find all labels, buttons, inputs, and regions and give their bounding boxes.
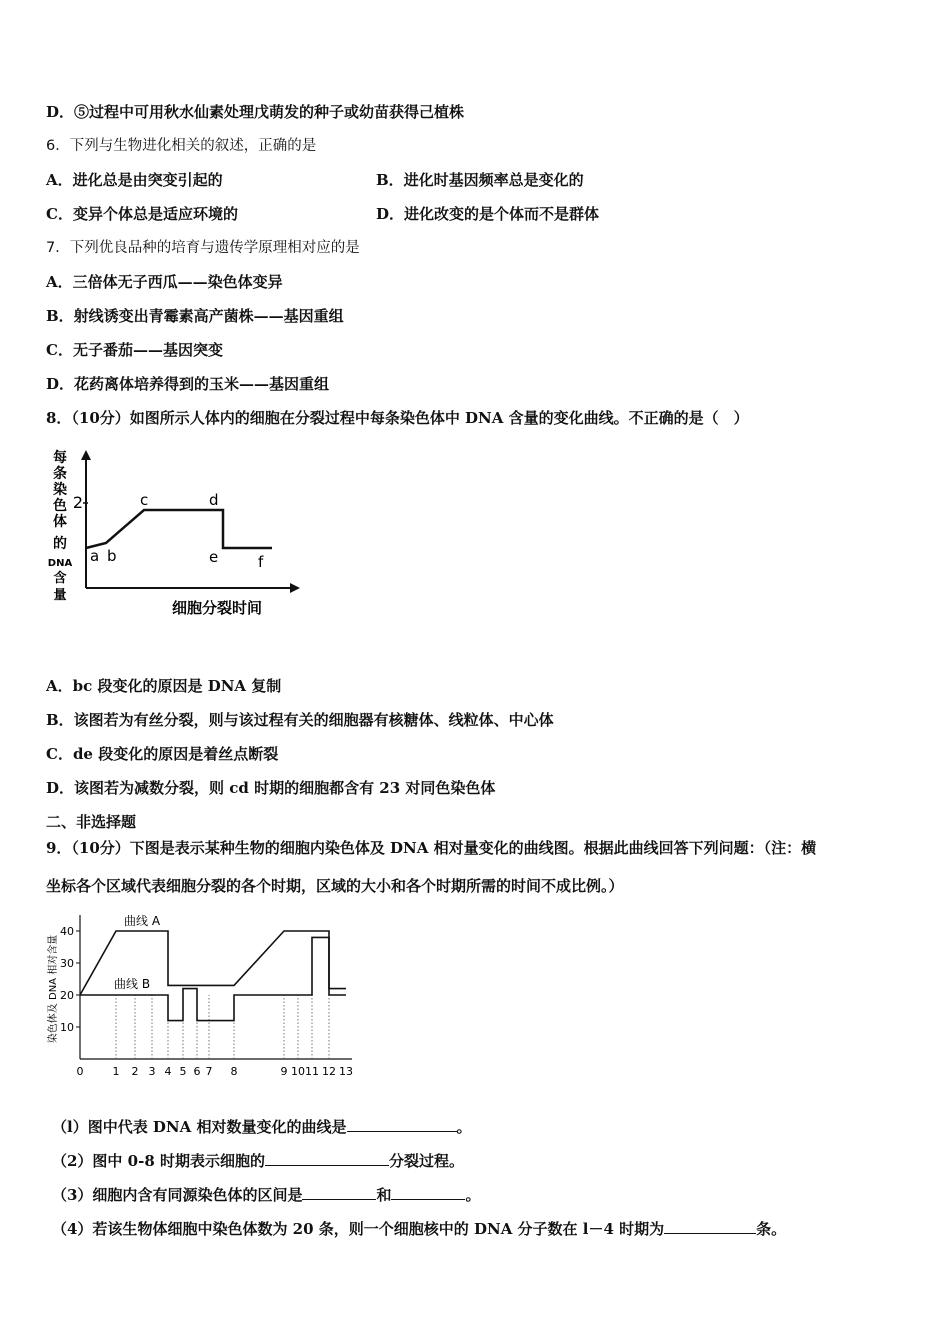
fig1-ylabel xyxy=(48,449,73,603)
q6-option-d: D．进化改变的是个体而不是群体 xyxy=(376,205,600,223)
q7-option-c: C．无子番茄——基因突变 xyxy=(46,341,223,359)
chart2-xtick-label: 12 xyxy=(322,1065,336,1078)
fig1-ylabel-char: 色 xyxy=(53,498,67,514)
q9-sub3-blank-1[interactable] xyxy=(302,1184,376,1200)
q9-sub1 xyxy=(52,1116,472,1137)
question-7-stem: 7．下列优良品种的培育与遗传学原理相对应的是 xyxy=(46,240,360,256)
q9-sub3-and: 和 xyxy=(376,1186,392,1204)
chromosome-dna-chart xyxy=(44,908,364,1086)
chart2-xtick-label: 6 xyxy=(193,1065,201,1078)
fig1-curve xyxy=(86,510,272,548)
section-2-heading: 二、非选择题 xyxy=(46,813,137,831)
fig1-ylabel-char: 量 xyxy=(53,588,67,603)
fig1-point-f: f xyxy=(258,553,264,571)
question-8-stem: 8．（10分）如图所示人体内的细胞在分裂过程中每条染色体中 DNA 含量的变化曲线。不正确的是（ ） xyxy=(46,409,749,427)
chart2-xtick-label: 9 xyxy=(280,1065,288,1078)
chart2-ytick-label: 40 xyxy=(60,925,74,938)
chart2-ylabel: 染色体及 DNA 相对含量 xyxy=(48,934,59,1044)
fig1-x-arrow xyxy=(290,583,300,593)
chart2-xtick-label: 5 xyxy=(179,1065,187,1078)
q8-option-c: C．de 段变化的原因是着丝点断裂 xyxy=(46,745,279,763)
chart2-xtick-label: 3 xyxy=(148,1065,156,1078)
chart2-xtick-label: 10 xyxy=(291,1065,305,1078)
fig1-point-a: a xyxy=(90,547,100,565)
fig1-ylabel-char: 条 xyxy=(53,466,67,482)
q9-sub4-text: （4）若该生物体细胞中染色体数为 20 条，则一个细胞核中的 DNA 分子数在 l－4 时期为 xyxy=(52,1220,665,1238)
q9-sub2-text: （2）图中 0-8 时期表示细胞的 xyxy=(52,1152,265,1170)
fig1-point-e: e xyxy=(209,548,219,566)
q7-option-b: B．射线诱变出青霉素高产菌株——基因重组 xyxy=(46,307,344,325)
curve-b-label: 曲线 B xyxy=(114,977,151,991)
chart2-xtick-label: 7 xyxy=(205,1065,213,1078)
q9-sub2 xyxy=(52,1150,464,1171)
q6-option-a: A．进化总是由突变引起的 xyxy=(46,171,223,189)
chart2-xtick-label: 2 xyxy=(131,1065,139,1078)
fig1-point-c: c xyxy=(140,491,149,509)
chart2-ytick-label: 20 xyxy=(60,989,74,1002)
q9-sub1-text: （l）图中代表 DNA 相对数量变化的曲线是 xyxy=(52,1118,347,1136)
q8-option-d: D．该图若为减数分裂，则 cd 时期的细胞都含有 23 对同色染色体 xyxy=(46,779,496,797)
q7-option-a: A．三倍体无子西瓜——染色体变异 xyxy=(46,273,283,291)
fig1-ylabel-char: 每 xyxy=(53,450,67,466)
q7-option-d: D．花药离体培养得到的玉米——基因重组 xyxy=(46,375,330,393)
fig1-point-b: b xyxy=(107,547,117,565)
fig1-ytick-2: 2 xyxy=(72,493,84,512)
fig1-point-d: d xyxy=(209,491,219,509)
q9-sub1-end: 。 xyxy=(456,1118,472,1136)
fig1-ylabel-char: 染 xyxy=(53,482,67,498)
q8-option-b: B．该图若为有丝分裂，则与该过程有关的细胞器有核糖体、线粒体、中心体 xyxy=(46,711,554,729)
question-6-stem: 6．下列与生物进化相关的叙述，正确的是 xyxy=(46,138,317,154)
q9-sub3-end: 。 xyxy=(465,1186,481,1204)
q5-option-d: D．⑤过程中可用秋水仙素处理戊萌发的种子或幼苗获得己植株 xyxy=(46,103,465,121)
fig1-ylabel-char: DNA xyxy=(47,558,73,569)
fig1-ylabel-char: 的 xyxy=(53,536,67,552)
chart2-xtick-label: 4 xyxy=(164,1065,172,1078)
curve-a-label: 曲线 A xyxy=(124,914,161,928)
dna-per-chromosome-figure xyxy=(46,448,306,628)
fig1-ylabel-char: 体 xyxy=(53,514,67,530)
q9-sub3 xyxy=(52,1184,480,1205)
q6-option-c: C．变异个体总是适应环境的 xyxy=(46,205,238,223)
chart2-xtick-label: 1 xyxy=(112,1065,120,1078)
q9-sub4 xyxy=(52,1218,786,1239)
q9-sub4-end: 条。 xyxy=(756,1220,787,1238)
q9-sub3-blank-2[interactable] xyxy=(391,1184,465,1200)
chart2-xtick-label: 11 xyxy=(305,1065,319,1078)
fig1-ylabel-char: 含 xyxy=(53,571,67,586)
q9-sub1-blank[interactable] xyxy=(347,1116,457,1132)
chart2-ytick-label: 10 xyxy=(60,1021,74,1034)
chart2-xtick-label: 8 xyxy=(230,1065,238,1078)
q9-sub3-text: （3）细胞内含有同源染色体的区间是 xyxy=(52,1186,303,1204)
q9-sub4-blank[interactable] xyxy=(664,1218,756,1234)
fig1-y-arrow xyxy=(81,450,91,460)
q8-option-a: A．bc 段变化的原因是 DNA 复制 xyxy=(46,677,282,695)
chart2-xtick-label: 13 xyxy=(339,1065,353,1078)
chart2-xtick-label: 0 xyxy=(76,1065,84,1078)
question-9-stem-cont: 坐标各个区域代表细胞分裂的各个时期，区域的大小和各个时期所需的时间不成比例。） xyxy=(46,877,624,895)
fig1-xlabel: 细胞分裂时间 xyxy=(172,599,263,617)
q9-sub2-blank[interactable] xyxy=(265,1150,389,1166)
q9-sub2-end: 分裂过程。 xyxy=(388,1152,464,1170)
q6-option-b: B．进化时基因频率总是变化的 xyxy=(376,171,584,189)
chart2-ytick-label: 30 xyxy=(60,957,74,970)
question-9-stem: 9．（10分）下图是表示某种生物的细胞内染色体及 DNA 相对量变化的曲线图。根据此曲线回答下列问题：（注：横 xyxy=(46,839,817,857)
